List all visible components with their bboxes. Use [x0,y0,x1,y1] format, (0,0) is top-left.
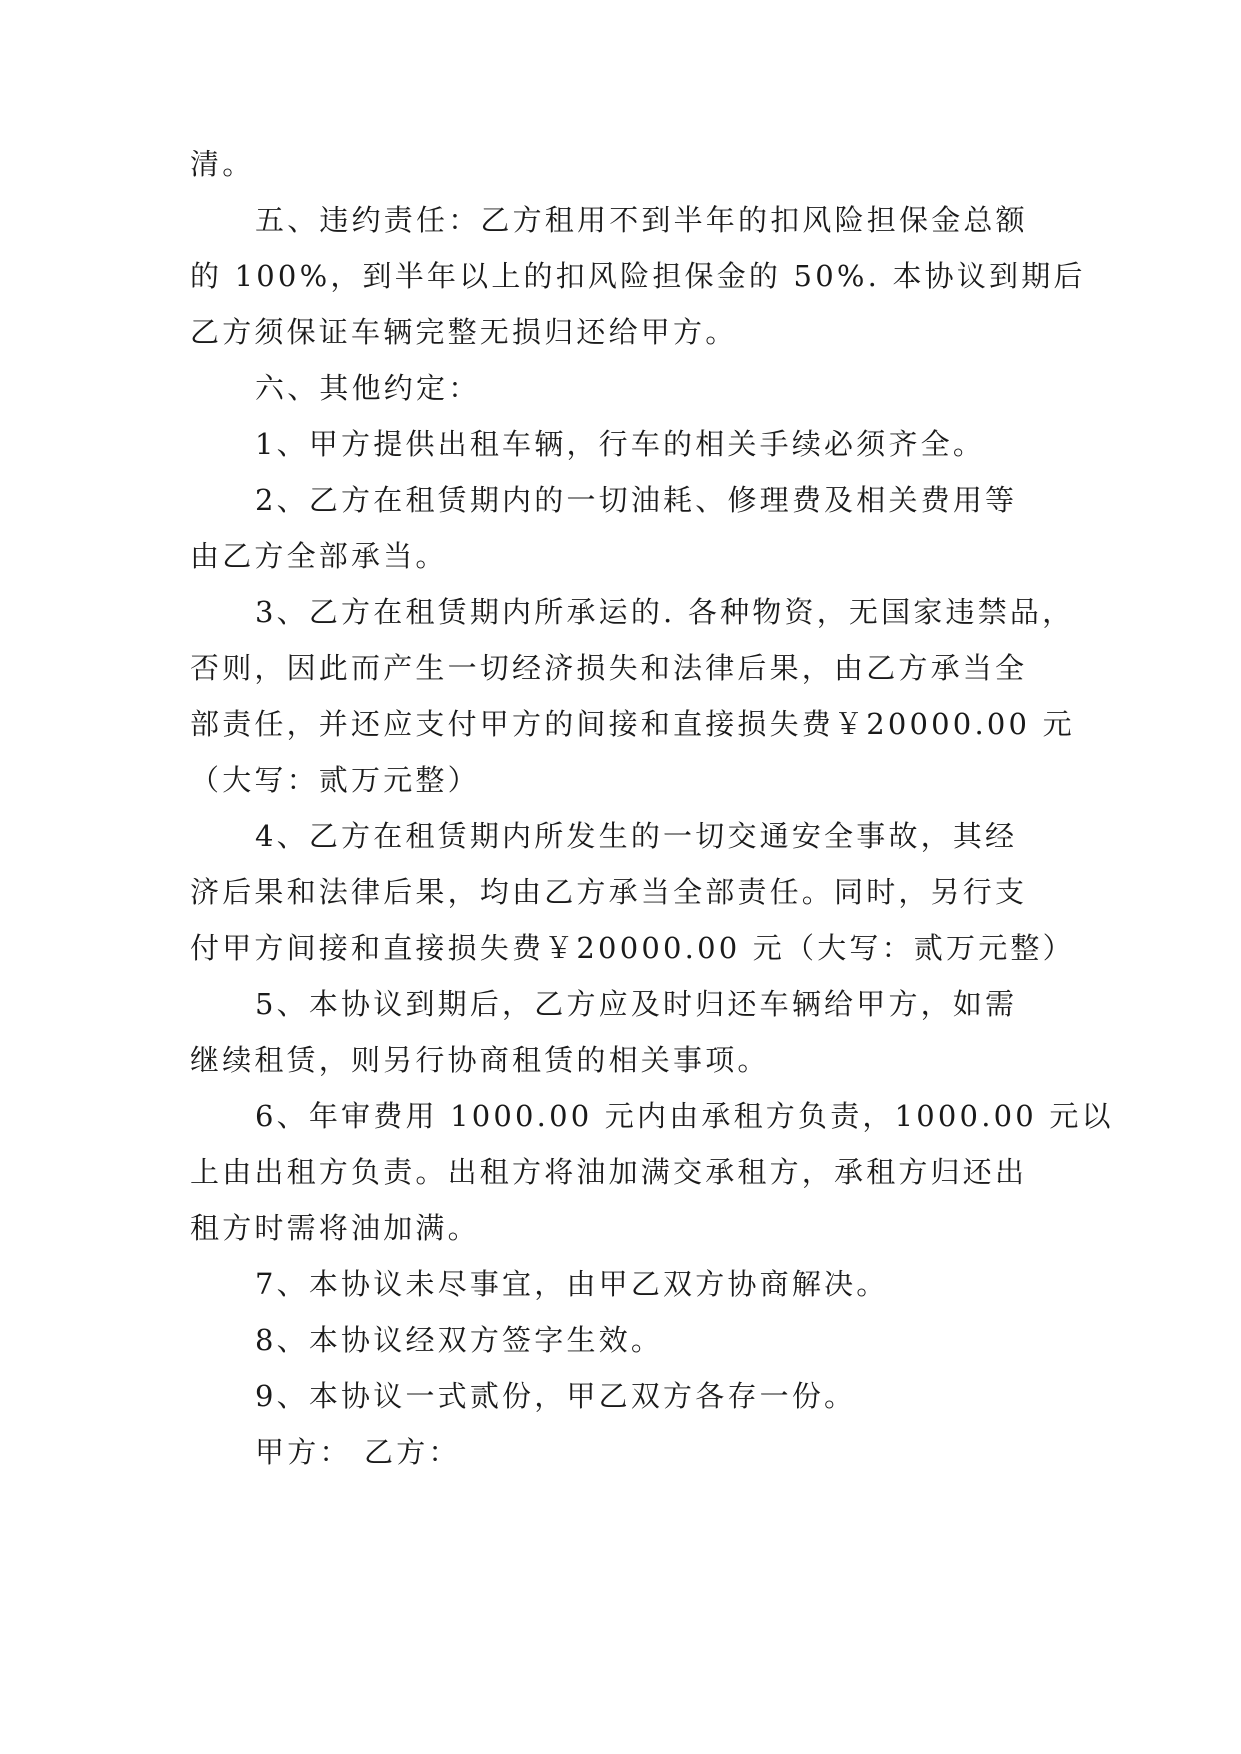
text-line-5: 六、其他约定： [255,371,481,405]
text-line-12: （大写：贰万元整） [190,763,480,797]
text-line-17: 继续租赁，则另行协商租赁的相关事项。 [190,1043,770,1077]
text-line-20: 租方时需将油加满。 [190,1211,480,1245]
text-line-21: 7、本协议未尽事宜，由甲乙双方协商解决。 [255,1267,889,1301]
signature-line: 甲方： 乙方： [255,1435,461,1469]
text-line-14: 济后果和法律后果，均由乙方承当全部责任。同时，另行支 [190,875,1028,909]
text-line-22: 8、本协议经双方签字生效。 [255,1323,664,1357]
text-line-16: 5、本协议到期后，乙方应及时归还车辆给甲方，如需 [255,987,1018,1021]
text-line-18: 6、年审费用 1000.00 元内由承租方负责，1000.00 元以 [255,1099,1114,1133]
text-line-7: 2、乙方在租赁期内的一切油耗、修理费及相关费用等 [255,483,1018,517]
text-line-9: 3、乙方在租赁期内所承运的. 各种物资，无国家违禁品， [255,595,1075,629]
text-line-1: 清。 [190,147,255,181]
text-line-2: 五、违约责任：乙方租用不到半年的扣风险担保金总额 [255,203,1028,237]
text-line-6: 1、甲方提供出租车辆，行车的相关手续必须齐全。 [255,427,986,461]
text-line-15: 付甲方间接和直接损失费￥20000.00 元（大写：贰万元整） [190,931,1075,965]
text-line-11: 部责任，并还应支付甲方的间接和直接损失费￥20000.00 元 [190,707,1075,741]
text-line-23: 9、本协议一式贰份，甲乙双方各存一份。 [255,1379,857,1413]
text-line-4: 乙方须保证车辆完整无损归还给甲方。 [190,315,738,349]
text-line-13: 4、乙方在租赁期内所发生的一切交通安全事故，其经 [255,819,1018,853]
text-line-3: 的 100%，到半年以上的扣风险担保金的 50%. 本协议到期后 [190,259,1086,293]
text-line-10: 否则，因此而产生一切经济损失和法律后果，由乙方承当全 [190,651,1028,685]
text-line-19: 上由出租方负责。出租方将油加满交承租方，承租方归还出 [190,1155,1028,1189]
text-line-8: 由乙方全部承当。 [190,539,448,573]
